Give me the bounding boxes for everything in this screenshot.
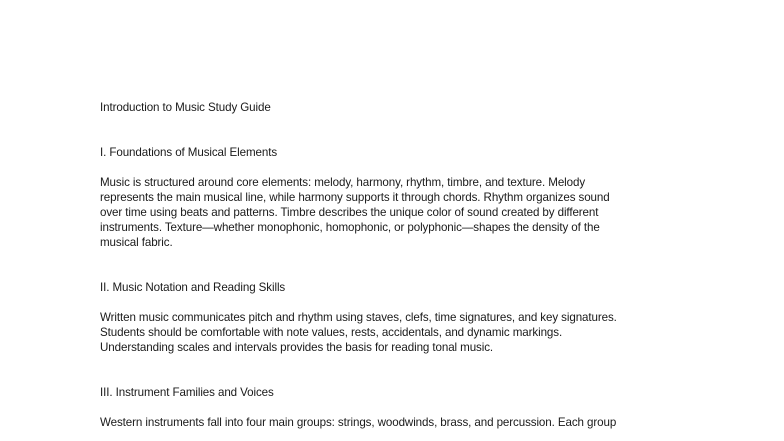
section-heading: II. Music Notation and Reading Skills <box>100 281 286 294</box>
section-foundations <box>100 145 700 250</box>
paragraph-line: Students should be comfortable with note values, rests, accidentals, and dynamic markings. <box>100 326 563 339</box>
section-heading: III. Instrument Families and Voices <box>100 386 274 399</box>
paragraph-line: Understanding scales and intervals provides the basis for reading tonal music. <box>100 341 494 354</box>
section-paragraph <box>100 175 700 250</box>
section-heading: I. Foundations of Musical Elements <box>100 146 278 159</box>
paragraph-line: Music is structured around core elements: melody, harmony, rhythm, timbre, and texture. Melody <box>100 176 586 189</box>
paragraph-line: instruments. Texture—whether monophonic, homophonic, or polyphonic—shapes the density of the <box>100 221 600 234</box>
paragraph-line: Western instruments fall into four main groups: strings, woodwinds, brass, and percussion. Each group <box>100 416 617 429</box>
paragraph-line: over time using beats and patterns. Timbre describes the unique color of sound created by different <box>100 206 599 219</box>
document-title: Introduction to Music Study Guide <box>100 101 271 114</box>
section-notation <box>100 280 700 355</box>
section-instruments <box>100 385 700 430</box>
paragraph-line: represents the main musical line, while harmony supports it through chords. Rhythm organizes sound <box>100 191 610 204</box>
paragraph-line: musical fabric. <box>100 236 173 249</box>
document-content <box>100 100 700 430</box>
paragraph-line: Written music communicates pitch and rhythm using staves, clefs, time signatures, and key signatures. <box>100 311 617 324</box>
section-paragraph <box>100 310 700 355</box>
section-paragraph <box>100 415 700 430</box>
